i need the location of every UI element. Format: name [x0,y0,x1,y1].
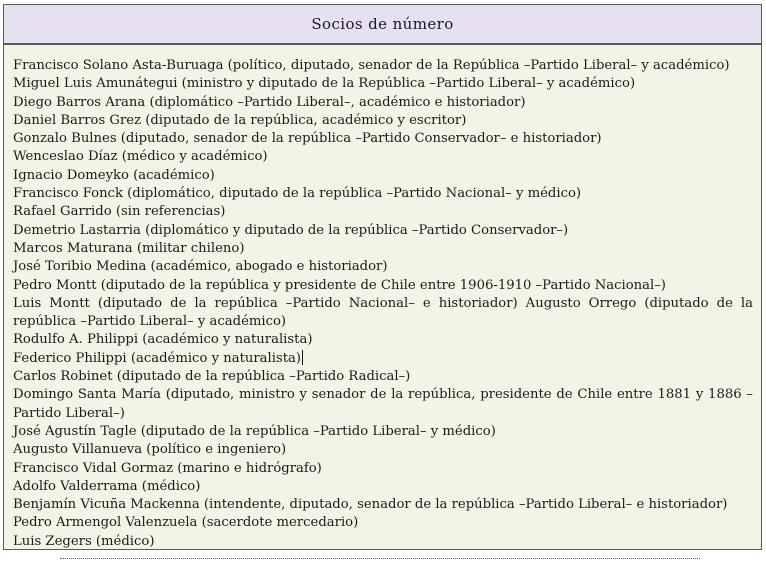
table-body [4,44,761,549]
list-item: Domingo Santa María (diputado, ministro y senador de la república, presidente de Chile entre 1881 y 1886 –Partido Liberal–) [13,387,753,421]
list-item: Rafael Garrido (sin referencias) [13,204,226,220]
list-item: Carlos Robinet (diputado de la república –Partido Radical–) [13,369,411,385]
cut-off-text-fragment [60,558,700,562]
text-cursor [302,350,303,365]
list-item: Federico Philippi (académico y naturalista) [13,350,302,366]
list-item: Diego Barros Arana (diplomático –Partido Liberal–, académico e historiador) [13,94,526,110]
list-item: Adolfo Valderrama (médico) [13,478,201,494]
list-item: Augusto Villanueva (político e ingeniero) [13,442,287,458]
previous-page-fragment [0,0,766,2]
list-item: Wenceslao Díaz (médico y académico) [13,149,268,165]
list-item: Miguel Luis Amunátegui (ministro y diputado de la República –Partido Liberal– y académico) [13,76,636,92]
member-list [4,45,761,551]
table-header [4,5,761,44]
list-item: Gonzalo Bulnes (diputado, senador de la república –Partido Conservador– e historiador) [13,131,602,147]
list-item: Francisco Vidal Gormaz (marino e hidrógrafo) [13,460,322,476]
next-page-fragment [0,556,766,564]
list-item: Francisco Fonck (diplomático, diputado de la república –Partido Nacional– y médico) [13,186,582,202]
list-item: Luis Zegers (médico) [13,533,155,549]
list-item: Pedro Armengol Valenzuela (sacerdote mercedario) [13,515,359,531]
list-item: Demetrio Lastarria (diplomático y diputado de la república –Partido Conservador–) [13,222,569,238]
list-item: Pedro Montt (diputado de la república y presidente de Chile entre 1906-1910 –Partido Nacional–) [13,277,666,293]
members-table [3,4,762,550]
list-item: José Agustín Tagle (diputado de la república –Partido Liberal– y médico) [13,423,496,439]
list-item: Ignacio Domeyko (académico) [13,167,215,183]
list-item: Benjamín Vicuña Mackenna (intendente, diputado, senador de la república –Partido Liberal– e historiador) [13,497,728,513]
list-item: Marcos Maturana (militar chileno) [13,240,245,256]
list-item: Francisco Solano Asta-Buruaga (político, diputado, senador de la República –Partido Liberal– y académico) [13,58,730,73]
list-item: Rodulfo A. Philippi (académico y naturalista) [13,332,313,348]
table-title: Socios de número [311,15,454,33]
list-item: José Toribio Medina (académico, abogado e historiador) [13,259,388,275]
list-item: Luis Montt (diputado de la república –Partido Nacional– e historiador) Augusto Orrego (diputado de la república –Partido Liberal– y académico) [13,295,753,330]
list-item: Daniel Barros Grez (diputado de la república, académico y escritor) [13,112,467,128]
